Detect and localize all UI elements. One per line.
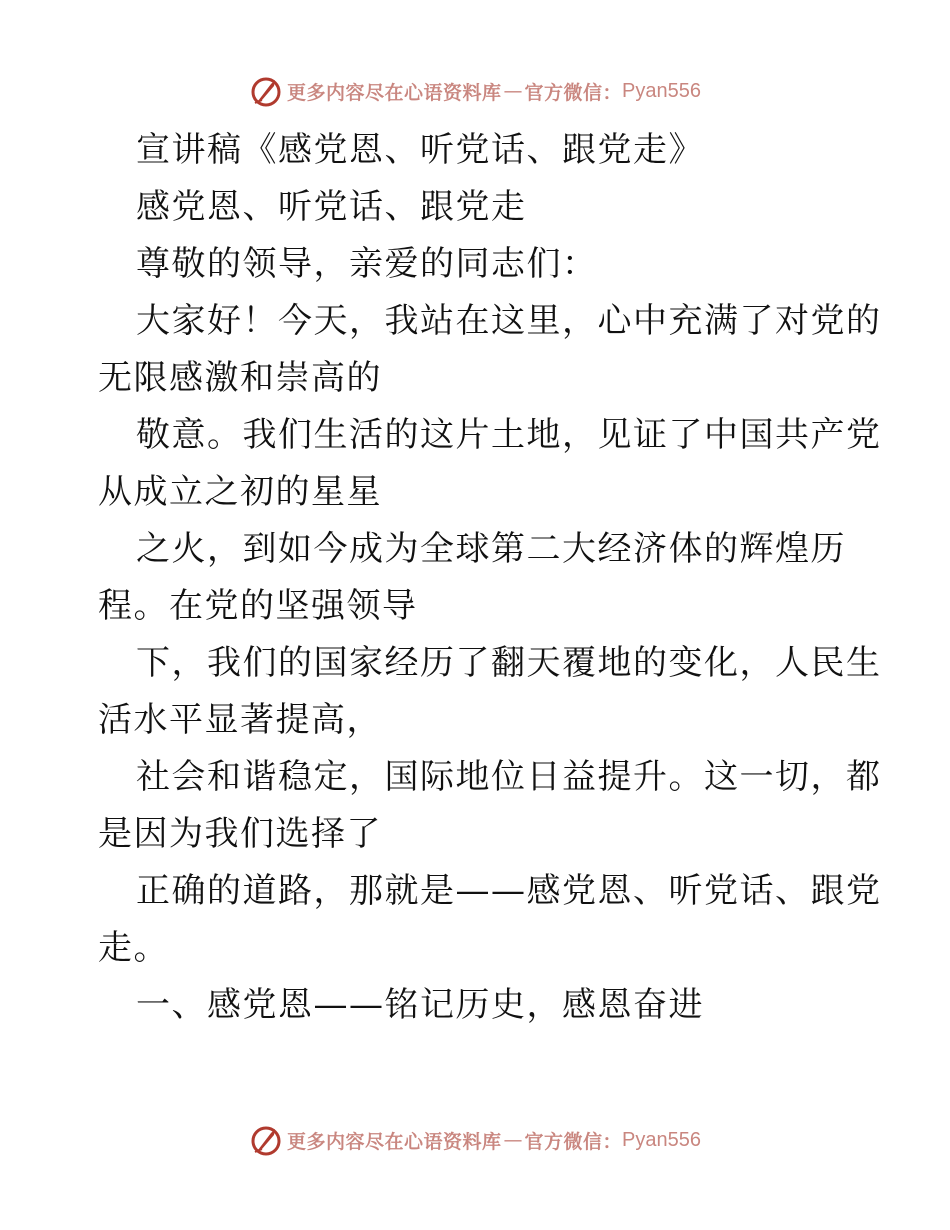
- document-line: 大家好！今天，我站在这里，心中充满了对党的: [136, 301, 882, 341]
- document-line: 是因为我们选择了: [98, 814, 382, 854]
- footer-watermark: [0, 1120, 950, 1160]
- watermark-main-text: 更多内容尽在心语资料库: [287, 81, 502, 104]
- watermark-separator: —: [503, 80, 523, 102]
- document-body: [98, 122, 882, 1034]
- document-line: 程。在党的坚强领导: [98, 586, 418, 626]
- quill-pen-circle-icon: [249, 1123, 283, 1157]
- document-line: 宣讲稿《感党恩、听党话、跟党走》: [136, 130, 704, 170]
- document-line: 之火，到如今成为全球第二大经济体的辉煌历: [136, 529, 846, 569]
- watermark-separator: —: [503, 1129, 523, 1151]
- watermark-main-text: 更多内容尽在心语资料库: [287, 1130, 502, 1153]
- document-line: 敬意。我们生活的这片土地，见证了中国共产党: [136, 415, 882, 455]
- document-line: 感党恩、听党话、跟党走: [136, 187, 527, 227]
- watermark-label: 官方微信：: [524, 81, 623, 104]
- watermark-label: 官方微信：: [524, 1130, 623, 1153]
- watermark-wechat-id: Pyan556: [622, 1128, 701, 1151]
- document-line: 尊敬的领导，亲爱的同志们：: [136, 244, 598, 284]
- document-line: 下，我们的国家经历了翻天覆地的变化，人民生: [136, 643, 882, 683]
- document-line: 无限感激和崇高的: [98, 358, 382, 398]
- document-line: 正确的道路，那就是——感党恩、听党话、跟党: [136, 871, 882, 911]
- watermark-wechat-id: Pyan556: [622, 79, 701, 102]
- document-line: 活水平显著提高，: [98, 700, 382, 740]
- header-watermark: [0, 71, 950, 111]
- quill-pen-circle-icon: [249, 74, 283, 108]
- document-line: 社会和谐稳定，国际地位日益提升。这一切，都: [136, 757, 882, 797]
- document-line: 一、感党恩——铭记历史，感恩奋进: [136, 985, 704, 1025]
- document-line: 从成立之初的星星: [98, 472, 382, 512]
- document-line: 走。: [98, 928, 169, 968]
